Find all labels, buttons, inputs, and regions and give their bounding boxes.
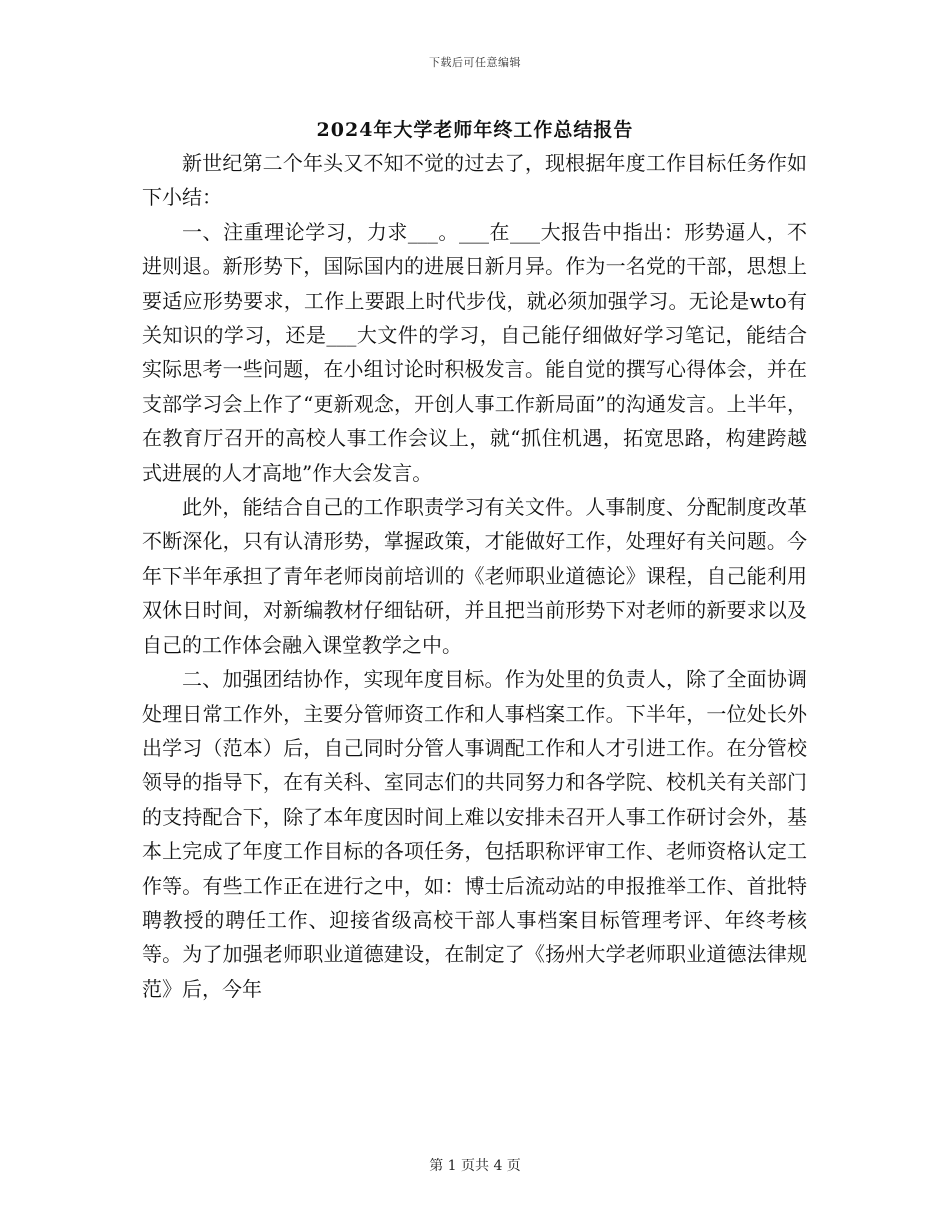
paragraph-intro: 新世纪第二个年头又不知不觉的过去了，现根据年度工作目标任务作如下小结： (142, 151, 807, 210)
document-title: 2024年大学老师年终工作总结报告 (316, 119, 634, 141)
page-header-note: 下载后可任意编辑 (429, 56, 521, 69)
paragraph-duty-study: 此外，能结合自己的工作职责学习有关文件。人事制度、分配制度改革不断深化，只有认清形势，掌握政策，才能做好工作，处理好有关问题。今年下半年承担了青年老师岗前培训的《老师职业道德论》课程，自己能利用双休日时间，对新编教材仔细钻研，并且把当前形势下对老师的新要求以及自己的工作体会融入课堂教学之中。 (142, 495, 807, 657)
paragraph-theory-study: 一、注重理论学习，力求___。___在___大报告中指出：形势逼人，不进则退。新形势下，国际国内的进展日新月异。作为一名党的干部，思想上要适应形势要求，工作上要跟上时代步伐，就必须加强学习。无论是wto有关知识的学习，还是___大文件的学习，自己能仔细做好学习笔记，能结合实际思考一些问题，在小组讨论时积极发言。能自觉的撰写心得体会，并在支部学习会上作了“更新观念，开创人事工作新局面”的沟通发言。上半年，在教育厅召开的高校人事工作会议上，就“抓住机遇，拓宽思路，构建跨越式进展的人才高地”作大会发言。 (142, 219, 807, 485)
page-number: 第 1 页共 4 页 (429, 1158, 521, 1174)
document-body (142, 146, 807, 1006)
paragraph-teamwork: 二、加强团结协作，实现年度目标。作为处里的负责人，除了全面协调处理日常工作外，主要分管师资工作和人事档案工作。下半年，一位处长外出学习（范本）后，自己同时分管人事调配工作和人才引进工作。在分管校领导的指导下，在有关科、室同志们的共同努力和各学院、校机关有关部门的支持配合下，除了本年度因时间上难以安排未召开人事工作研讨会外，基本上完成了年度工作目标的各项任务，包括职称评审工作、老师资格认定工作等。有些工作正在进行之中，如：博士后流动站的申报推举工作、首批特聘教授的聘任工作、迎接省级高校干部人事档案目标管理考评、年终考核等。为了加强老师职业道德建设，在制定了《扬州大学老师职业道德法律规范》后，今年 (142, 667, 807, 1001)
